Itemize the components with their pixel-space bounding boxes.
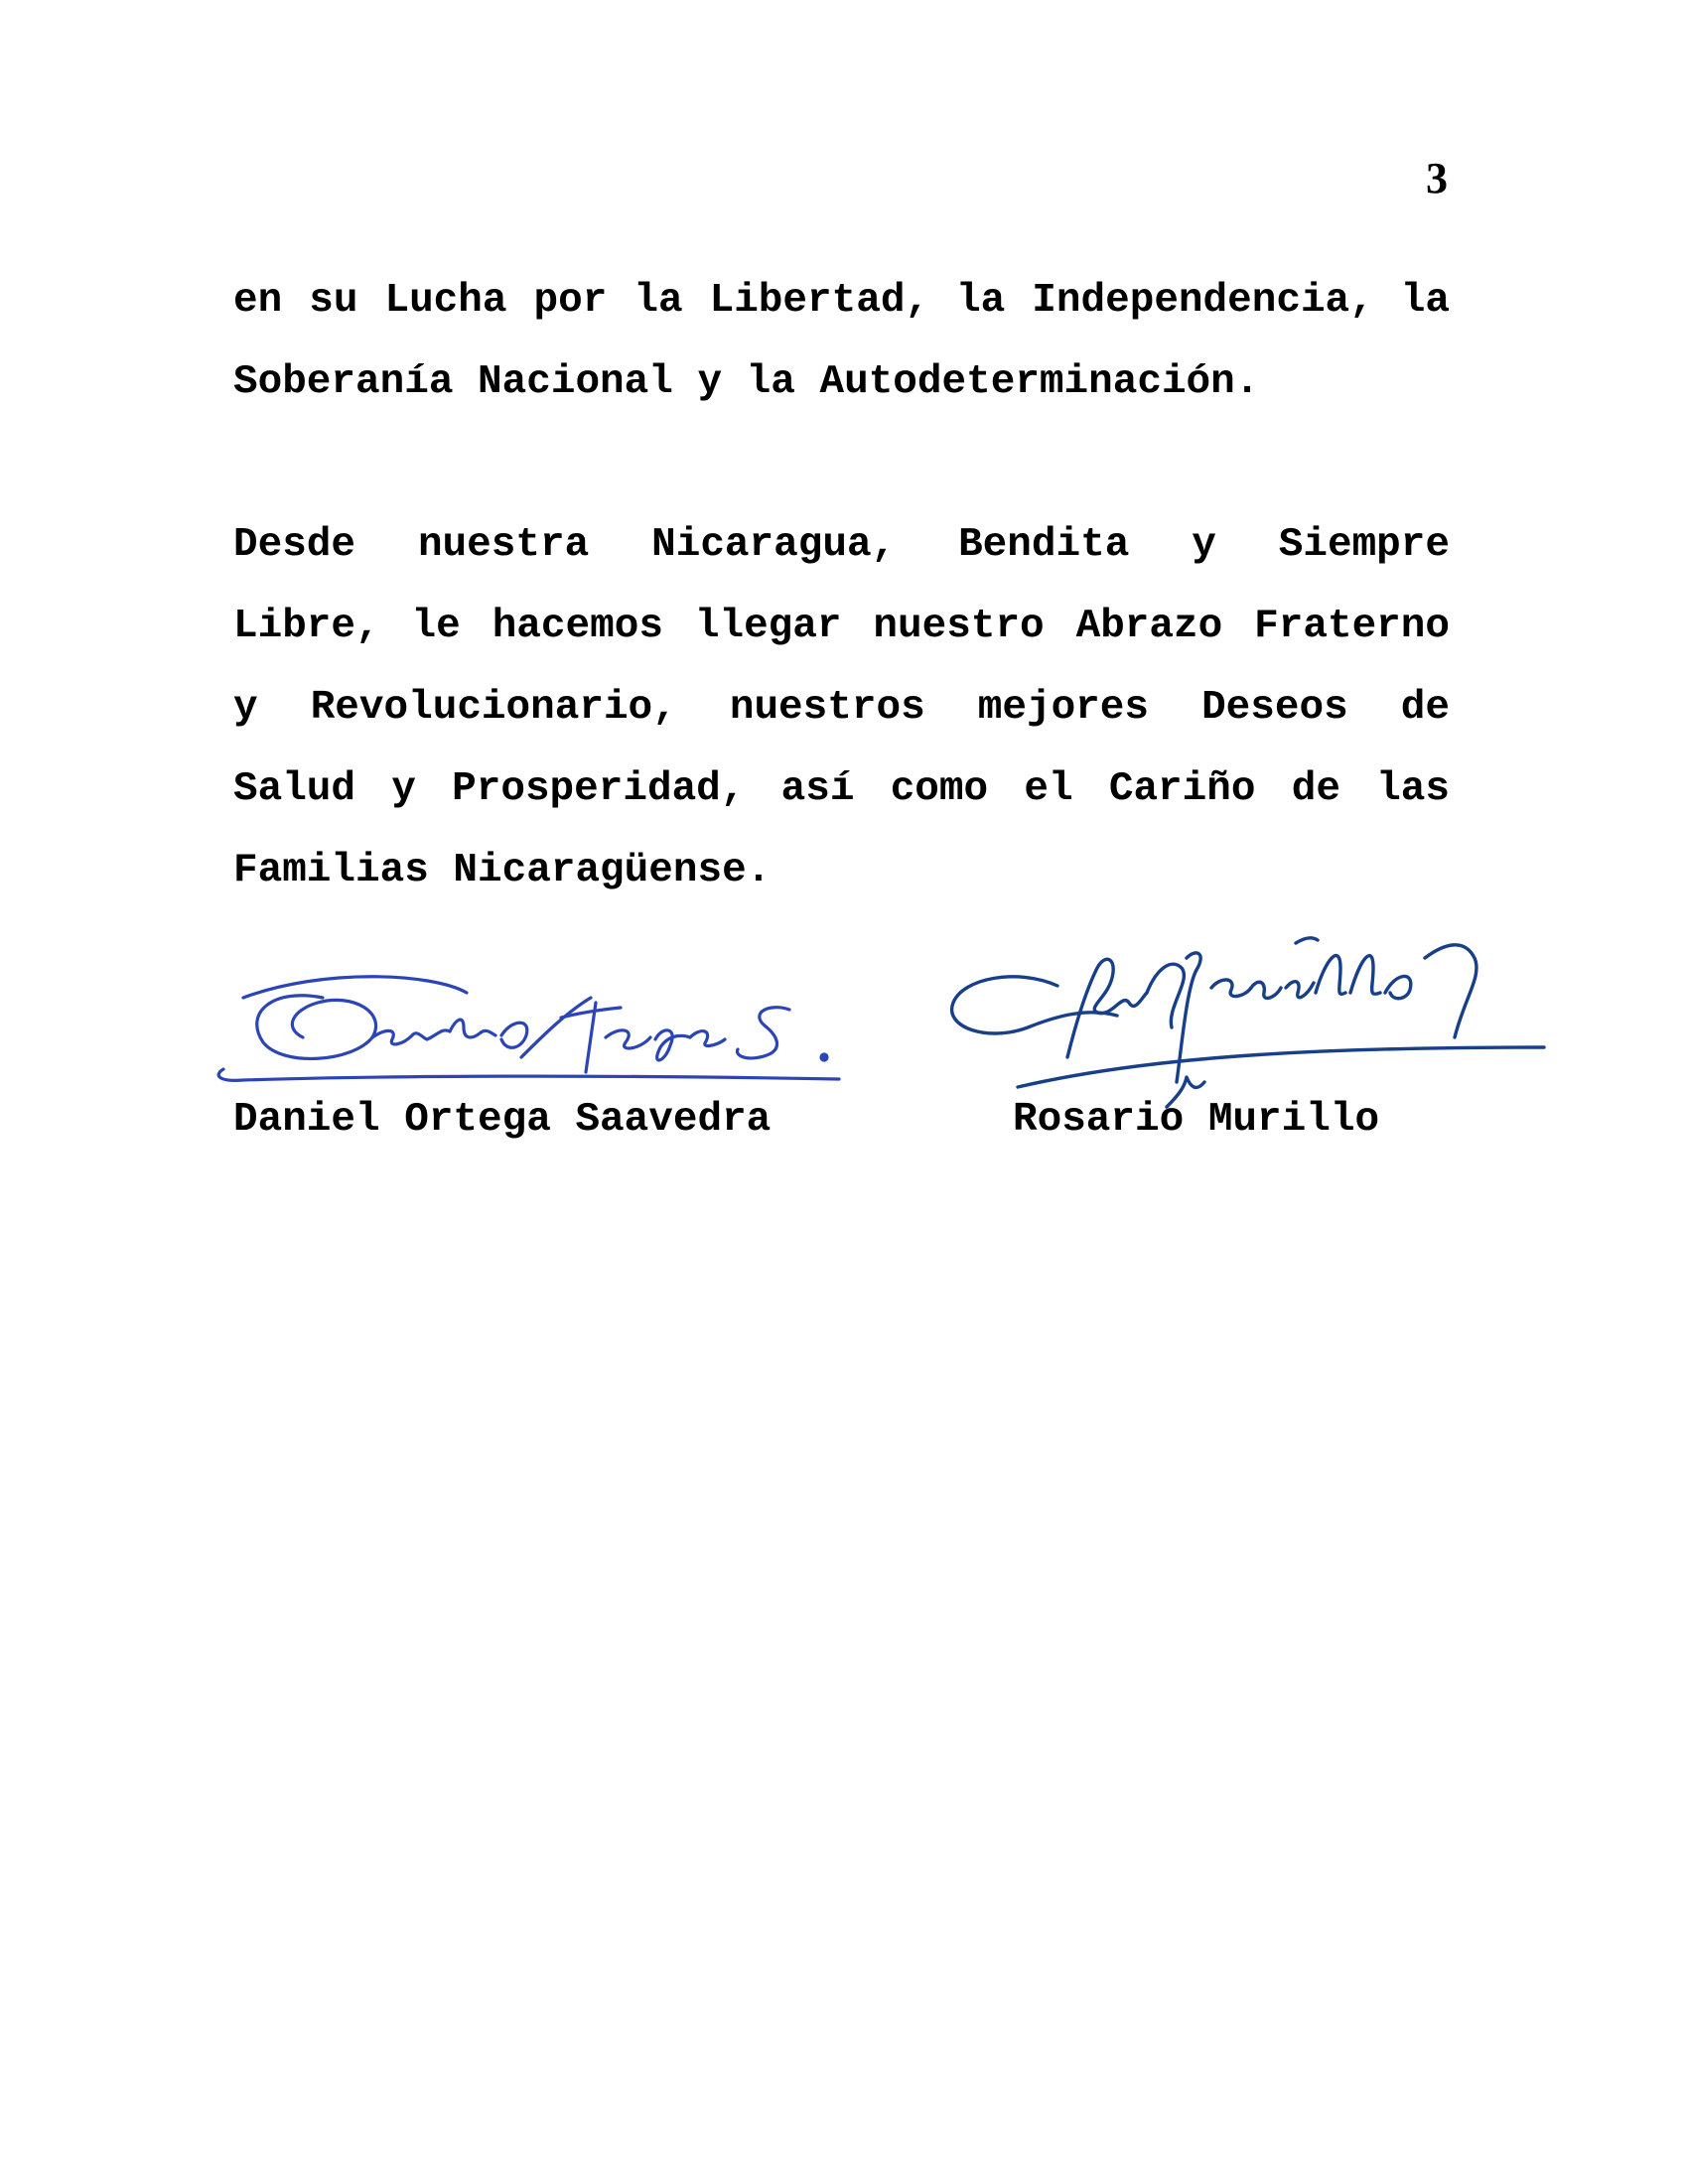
handwritten-signature-icon: [204, 958, 859, 1107]
paragraph-greeting: [233, 504, 1450, 911]
signatory-name: Rosario Murillo: [1013, 1097, 1380, 1143]
paragraph-line: en su Lucha por la Libertad, la Independencia, la: [233, 278, 1450, 324]
paragraph-line: Libre, le hacemos llegar nuestro Abrazo Fraterno: [233, 604, 1450, 649]
signatory-name: Daniel Ortega Saavedra: [233, 1097, 772, 1143]
paragraph-line: Salud y Prosperidad, así como el Cariño de las: [233, 766, 1450, 812]
paragraph-line: y Revolucionario, nuestros mejores Deseos de: [233, 685, 1450, 731]
page-number: 3: [1426, 154, 1448, 203]
paragraph-closing-phrase: [233, 260, 1450, 423]
paragraph-line: Desde nuestra Nicaragua, Bendita y Siempre: [233, 522, 1450, 568]
handwritten-signature-icon: [948, 898, 1554, 1122]
paragraph-line: Soberanía Nacional y la Autodeterminación.: [233, 359, 1260, 405]
paragraph-line: Familias Nicaragüense.: [233, 848, 772, 893]
